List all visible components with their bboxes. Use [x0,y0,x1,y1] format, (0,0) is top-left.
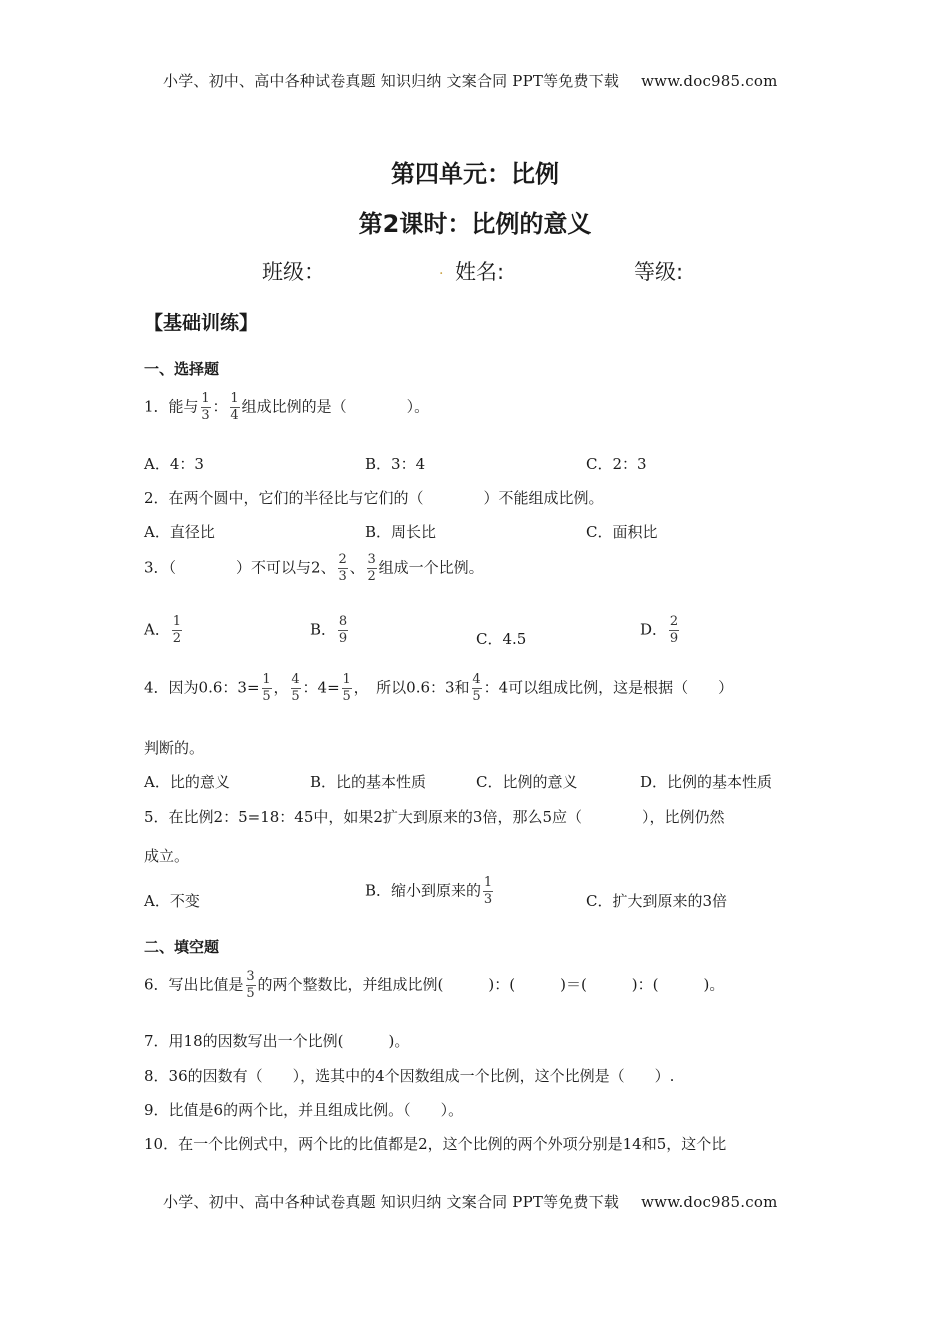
q3-option-c[interactable]: C．4.5 [476,630,527,648]
question-7: 7．用18的因数写出一个比例( )。 [144,1032,410,1050]
section-heading: 【基础训练】 [144,312,259,334]
decorative-dot: . [439,262,444,278]
fraction: $\frac{3}{5}$ [246,969,255,1001]
q2-option-a[interactable]: A．直径比 [144,523,215,541]
question-10: 10．在一个比例式中，两个比的比值都是2，这个比例的两个外项分别是14和5，这个比 [144,1135,727,1153]
q3-option-b[interactable]: B． $\frac{8}{9}$ [310,614,348,646]
class-label: 班级： [262,260,325,284]
q5-option-a[interactable]: A．不变 [144,892,200,910]
grade-label: 等级: [634,260,684,284]
question-2: 2．在两个圆中，它们的半径比与它们的（ ）不能组成比例。 [144,489,604,507]
fraction: $\frac{1}{2}$ [172,614,181,646]
fraction: $\frac{1}{3}$ [483,875,493,907]
fraction: $\frac{1}{3}$ [201,391,210,423]
fraction: $\frac{1}{5}$ [342,672,351,704]
q4-option-d[interactable]: D．比例的基本性质 [640,773,773,791]
lesson-title: 第2课时：比例的意义 [358,210,592,238]
q3-option-a[interactable]: A． $\frac{1}{2}$ [144,614,181,646]
question-5: 5．在比例2：5=18：45中，如果2扩大到原来的3倍，那么5应（ ），比例仍然 [144,808,725,826]
fraction: $\frac{3}{2}$ [367,552,376,584]
q1-option-c[interactable]: C．2：3 [586,455,647,473]
fraction: $\frac{4}{5}$ [291,672,300,704]
q3-option-d[interactable]: D． $\frac{2}{9}$ [640,614,679,646]
header-banner [163,70,778,91]
q2-option-b[interactable]: B．周长比 [365,523,437,541]
q1-option-a[interactable]: A．4：3 [144,455,204,473]
q1-option-b[interactable]: B．3：4 [365,455,426,473]
banner-url[interactable]: www.doc985.com [641,1193,778,1211]
q2-option-c[interactable]: C．面积比 [586,523,658,541]
question-4-cont: 判断的。 [144,739,205,757]
footer-banner [163,1191,778,1212]
name-label: 姓名: [455,260,505,284]
question-5-cont: 成立。 [144,847,190,865]
fraction: $\frac{1}{4}$ [230,391,239,423]
banner-text: 小学、初中、高中各种试卷真题 知识归纳 文案合同 PPT等免费下载 [163,1193,620,1211]
question-8: 8．36的因数有（ ），选其中的4个因数组成一个比例，这个比例是（ ）. [144,1067,675,1085]
banner-text: 小学、初中、高中各种试卷真题 知识归纳 文案合同 PPT等免费下载 [163,72,620,90]
q4-option-b[interactable]: B．比的基本性质 [310,773,427,791]
q4-option-a[interactable]: A．比的意义 [144,773,230,791]
question-4: 4．因为0.6：3= $\frac{1}{5}$ ， $\frac{4}{5}$ ：4= $\frac{1}{5}$ ， 所以0.6：3和 $\frac{4}{5}$ ：4可以组成比例，这是根据（ ） [144,672,734,704]
fraction: $\frac{2}{3}$ [338,552,347,584]
q5-option-c[interactable]: C．扩大到原来的3倍 [586,892,728,910]
fraction: $\frac{4}{5}$ [472,672,481,704]
question-6: 6．写出比值是 $\frac{3}{5}$ 的两个整数比，并组成比例( )：( )＝( )：( )。 [144,969,725,1001]
fraction: $\frac{8}{9}$ [338,614,348,646]
question-1: 1．能与 $\frac{1}{3}$ ： $\frac{1}{4}$ 组成比例的是（ ）。 [144,391,430,423]
fraction: $\frac{1}{5}$ [262,672,271,704]
fraction: $\frac{2}{9}$ [669,614,679,646]
banner-url[interactable]: www.doc985.com [641,72,778,90]
question-3: 3．（ ）不可以与2、 $\frac{2}{3}$ 、 $\frac{3}{2}$ 组成一个比例。 [144,552,484,584]
part2-title: 二、填空题 [144,938,220,956]
unit-title: 第四单元：比例 [391,160,559,188]
part1-title: 一、选择题 [144,360,220,378]
question-9: 9．比值是6的两个比，并且组成比例。（ ）。 [144,1101,464,1119]
q5-option-b[interactable]: B．缩小到原来的 $\frac{1}{3}$ [365,875,493,907]
q4-option-c[interactable]: C．比例的意义 [476,773,578,791]
